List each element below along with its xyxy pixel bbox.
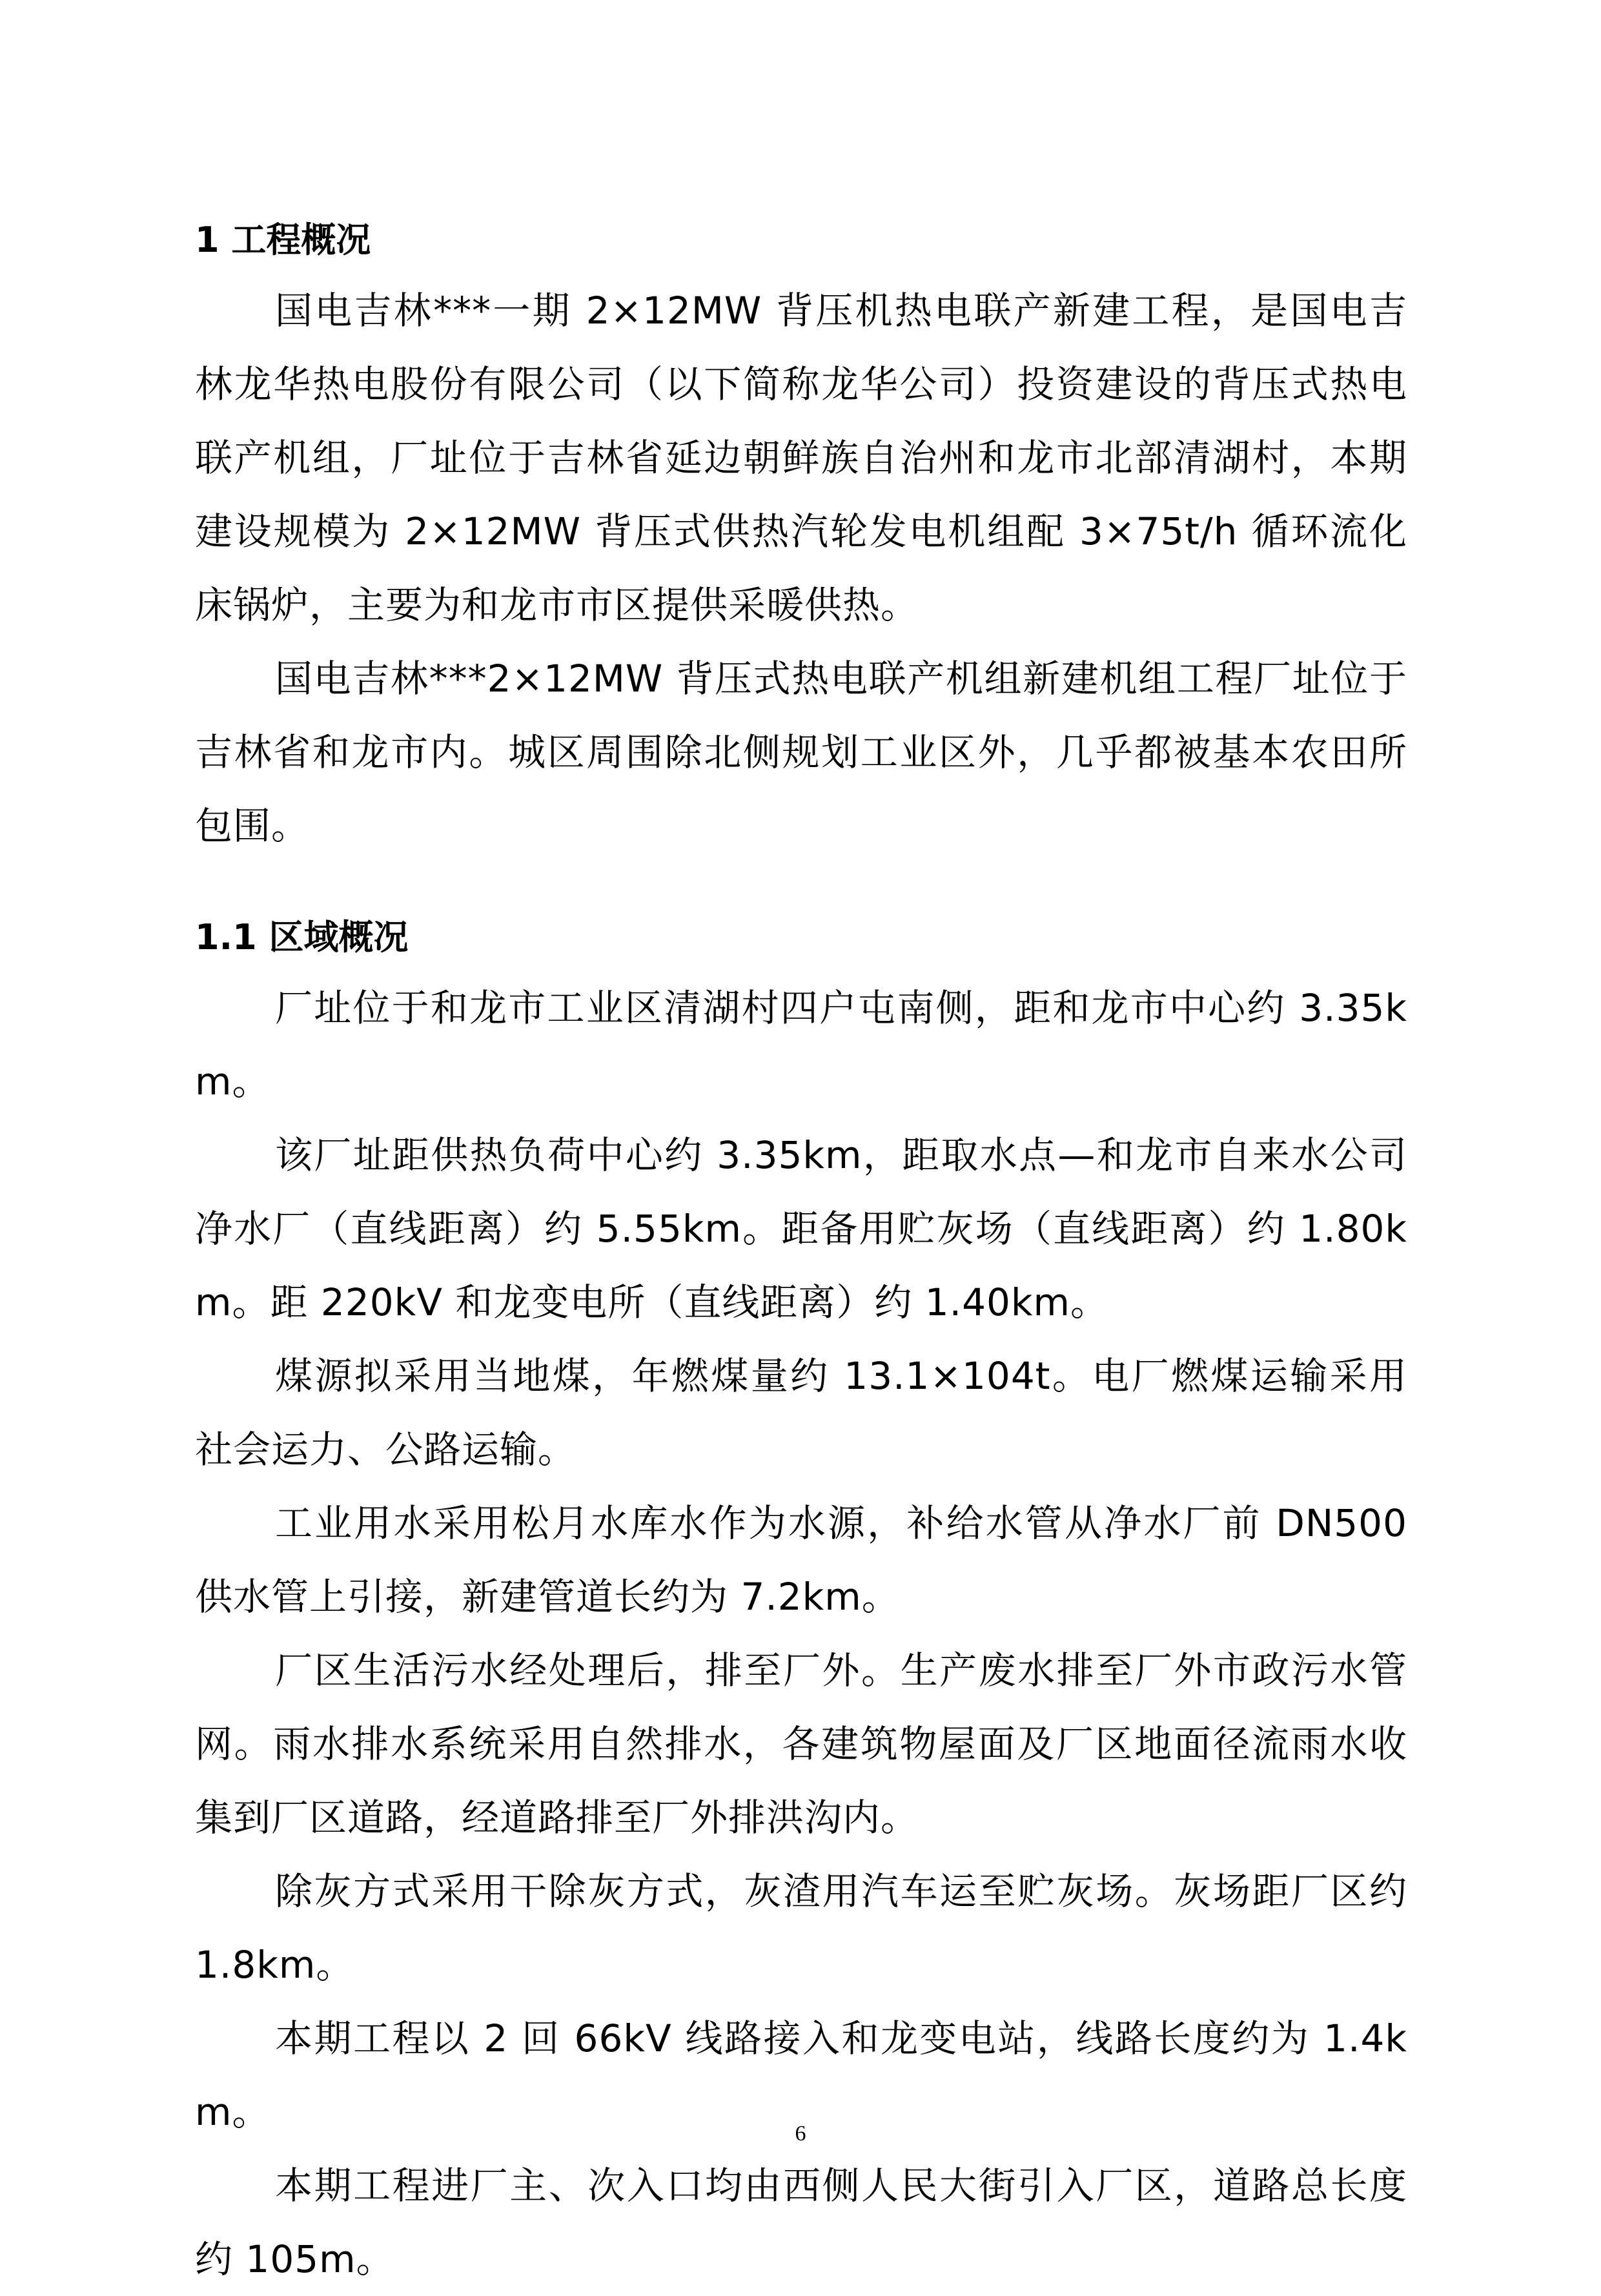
paragraph: 煤源拟采用当地煤，年燃煤量约 13.1×104t。电厂燃煤运输采用社会运力、公路运输。 [195,1354,1407,1471]
section-heading-1: 1 工程概况 [195,220,371,260]
page-number: 6 [795,2122,806,2146]
section-heading-1-1: 1.1 区域概况 [195,917,409,958]
page-body [195,208,1407,2296]
paragraph: 厂址位于和龙市工业区清湖村四户屯南侧，距和龙市中心约 3.35km。 [195,986,1407,1103]
paragraph: 本期工程进厂主、次入口均由西侧人民大街引入厂区，道路总长度约 105m。 [195,2164,1407,2281]
paragraph: 该厂址距供热负荷中心约 3.35km，距取水点—和龙市自来水公司净水厂（直线距离）约 5.55km。距备用贮灰场（直线距离）约 1.80km。距 220kV 和龙变电所（直线距离）约 1.40km。 [195,1133,1407,1324]
paragraph: 除灰方式采用干除灰方式，灰渣用汽车运至贮灰场。灰场距厂区约 1.8km。 [195,1869,1407,1987]
paragraph: 工业用水采用松月水库水作为水源，补给水管从净水厂前 DN500 供水管上引接，新建管道长约为 7.2km。 [195,1501,1407,1619]
paragraph: 国电吉林***一期 2×12MW 背压机热电联产新建工程，是国电吉林龙华热电股份有限公司（以下简称龙华公司）投资建设的背压式热电联产机组，厂址位于吉林省延边朝鲜族自治州和龙市北部清湖村，本期建设规模为 2×12MW 背压式供热汽轮发电机组配 3×75t/h 循环流化床锅炉，主要为和龙市市区提供采暖供热。 [195,289,1407,627]
paragraph: 本期工程以 2 回 66kV 线路接入和龙变电站，线路长度约为 1.4km。 [195,2016,1407,2134]
paragraph: 厂区生活污水经处理后，排至厂外。生产废水排至厂外市政污水管网。雨水排水系统采用自然排水，各建筑物屋面及厂区地面径流雨水收集到厂区道路，经道路排至厂外排洪沟内。 [195,1648,1407,1840]
paragraph: 国电吉林***2×12MW 背压式热电联产机组新建机组工程厂址位于吉林省和龙市内。城区周围除北侧规划工业区外，几乎都被基本农田所包围。 [195,657,1407,848]
